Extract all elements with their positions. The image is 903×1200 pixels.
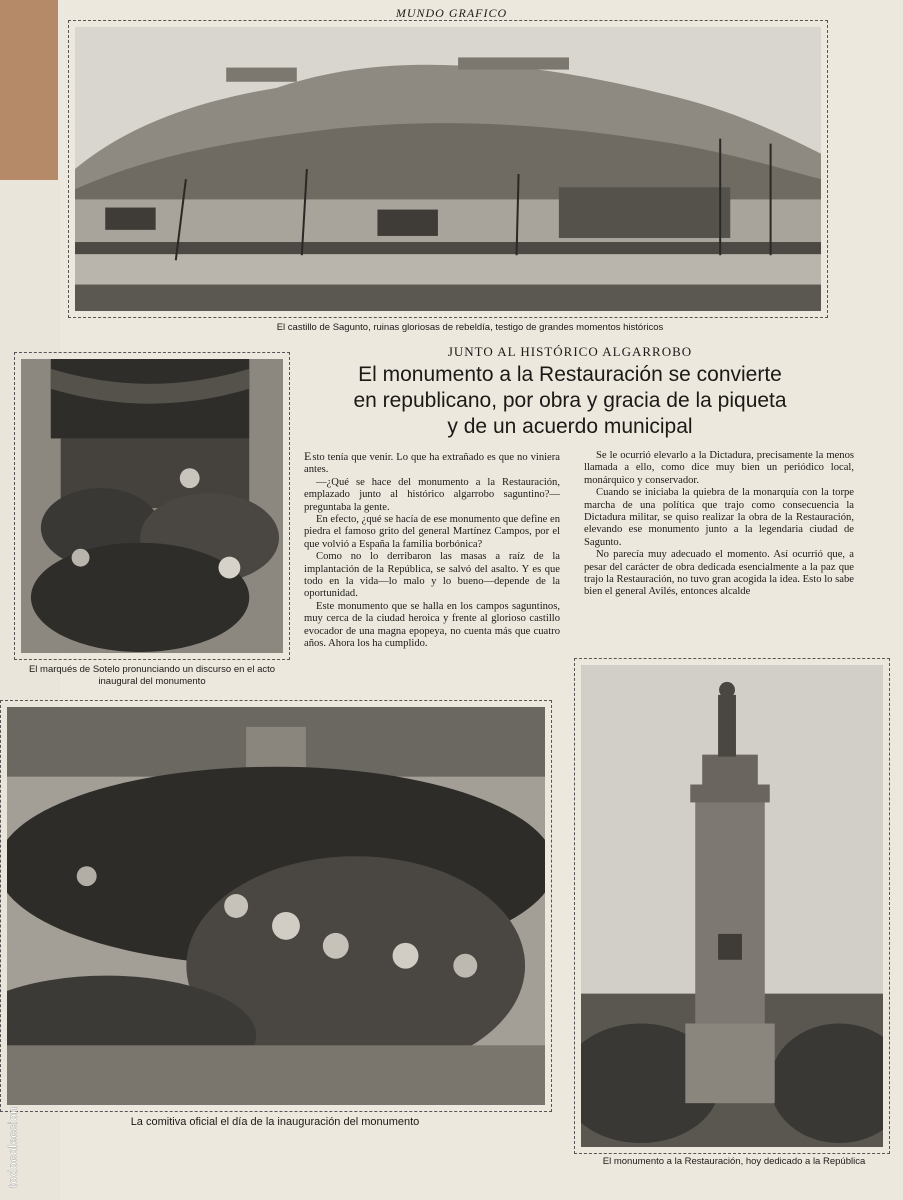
paragraph: Esto tenía que venir. Lo que ha extrañado es que no viniera antes. [304,449,560,476]
comitiva-image [7,707,545,1105]
castle-photo [68,20,828,318]
headline-line-1: El monumento a la Restauración se convierte [358,363,782,386]
paragraph: No parecía muy adecuado el momento. Así ocurrió que, a pesar del carácter de obra dedicada esencialmente a la paz que trajo la Restauración, no tuvo gran acogida la idea. Esto lo sabe bien el general Avilés, entonces alcalde [584,549,854,598]
marques-photo [14,352,290,660]
publication-title: MUNDO GRAFICO [395,6,508,20]
watermark-logo [6,1020,20,1190]
paragraph: Se le ocurrió elevarlo a la Dictadura, precisamente la menos llamada a ello, como dice muy bien un periódico local, monárquico y conservador. [584,450,854,486]
monument-photo [574,658,890,1154]
paragraph: Este monumento que se halla en los campos saguntinos, muy cerca de la ciudad heroica y frente al glorioso castillo evocador de una magna epopeya, no cuenta más que cuatro años. Ahora los ha cumplido. [304,600,560,650]
marques-image [21,359,283,653]
paragraph: En efecto, ¿qué se hacía de ese monumento que define en piedra el famoso grito del general Martínez Campos, por el que volvió a España la familia borbónica? [304,514,560,550]
article-column-1 [304,450,560,651]
paragraph: Como no lo derribaron las masas a raíz de la implantación de la República, se salvó del asalto. Y es que todo en la vida—lo malo y lo bueno—depende de la oportunidad. [304,551,560,600]
article-column-2 [584,450,854,599]
marques-caption: El marqués de Sotelo pronunciando un discurso en el acto inaugural del monumento [28,664,276,687]
article-kicker: JUNTO AL HISTÓRICO ALGARROBO [447,344,693,359]
article-headline [300,362,840,440]
paragraph: —¿Qué se hace del monumento a la Restauración, emplazado junto al histórico algarrobo saguntino?—preguntaba la gente. [304,476,560,513]
comitiva-photo [0,700,552,1112]
headline-line-3: y de un acuerdo municipal [447,415,693,438]
monument-image [581,665,883,1147]
castle-caption: El castillo de Sagunto, ruinas gloriosas de rebeldía, testigo de grandes momentos históricos [276,322,664,333]
castle-image [75,27,821,311]
paragraph: Cuando se iniciaba la quiebra de la monarquía con la torpe marcha de una política que trajo como consecuencia la Dictadura militar, se quiso realizar la obra de la Restauración, elevando ese monumento junto a la legendaria ciudad de Sagunto. [584,487,854,548]
comitiva-caption: La comitiva oficial el día de la inauguración del monumento [130,1116,420,1128]
headline-line-2: en republicano, por obra y gracia de la piqueta [353,389,787,412]
monument-caption: El monumento a la Restauración, hoy dedicado a la República [602,1156,866,1167]
watermark-text: todocoleccion [6,1106,20,1188]
